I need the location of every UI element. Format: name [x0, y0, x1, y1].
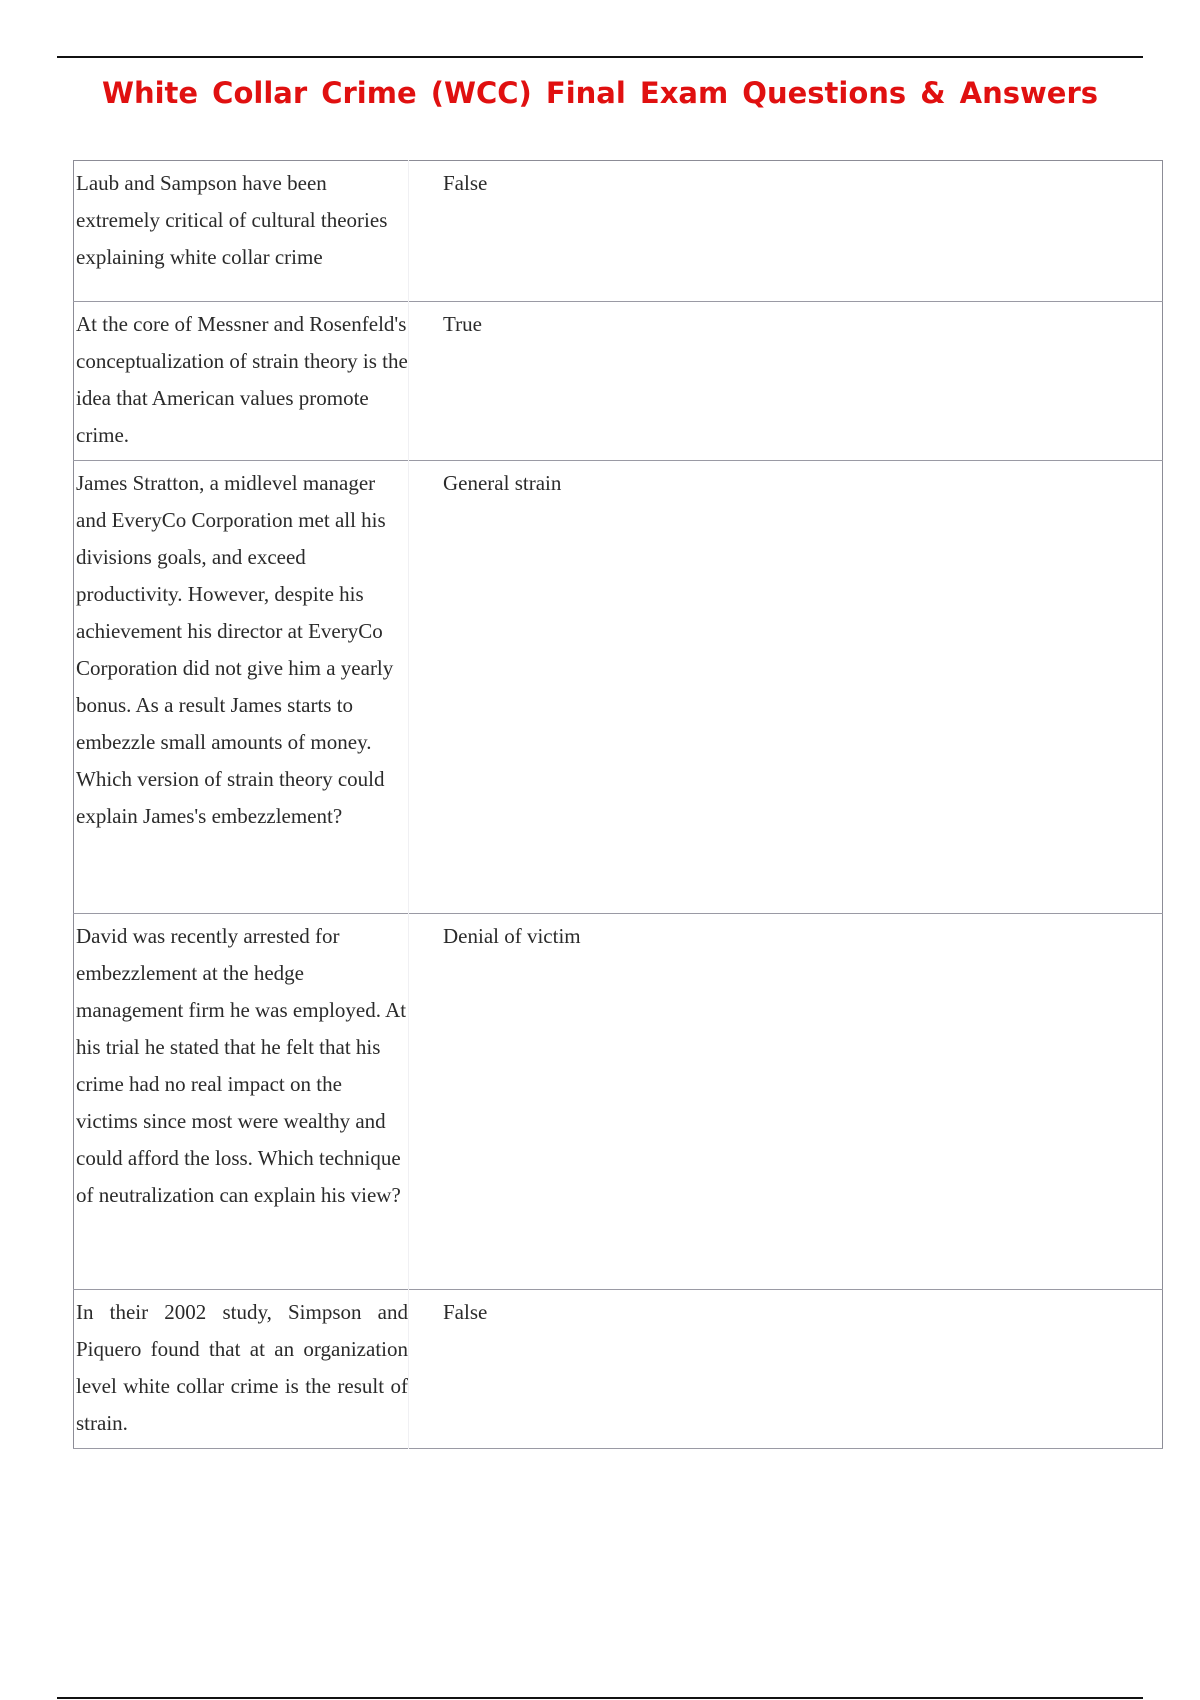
answer-cell: Denial of victim — [443, 924, 581, 948]
answer-cell: False — [443, 1300, 488, 1324]
header-rule — [57, 56, 1143, 58]
table-row — [74, 461, 1163, 914]
table-row — [74, 161, 1163, 302]
table-row — [74, 914, 1163, 1290]
page-title: White Collar Crime (WCC) Final Exam Questions & Answers — [101, 76, 1099, 110]
qa-table — [73, 160, 1163, 1449]
question-cell: In their 2002 study, Simpson and Piquero found that at an organization level white collar crime is the result of strain. — [74, 1290, 409, 1449]
answer-cell: General strain — [443, 471, 562, 495]
question-cell: David was recently arrested for embezzlement at the hedge management firm he was employed. At his trial he stated that he felt that his crime had no real impact on the victims since most were wealthy and could afford the loss. Which technique of neutralization can explain his view? — [74, 914, 409, 1290]
footer-rule — [57, 1697, 1143, 1699]
question-cell: At the core of Messner and Rosenfeld's conceptualization of strain theory is the idea that American values promote crime. — [74, 302, 409, 461]
question-cell: Laub and Sampson have been extremely critical of cultural theories explaining white collar crime — [74, 161, 409, 302]
answer-cell: False — [443, 171, 488, 195]
question-cell: James Stratton, a midlevel manager and EveryCo Corporation met all his divisions goals, and exceed productivity. However, despite his achievement his director at EveryCo Corporation did not give him a yearly bonus. As a result James starts to embezzle small amounts of money. Which version of strain theory could explain James's embezzlement? — [74, 461, 409, 914]
answer-cell: True — [443, 312, 482, 336]
table-row — [74, 302, 1163, 461]
table-row — [74, 1290, 1163, 1449]
